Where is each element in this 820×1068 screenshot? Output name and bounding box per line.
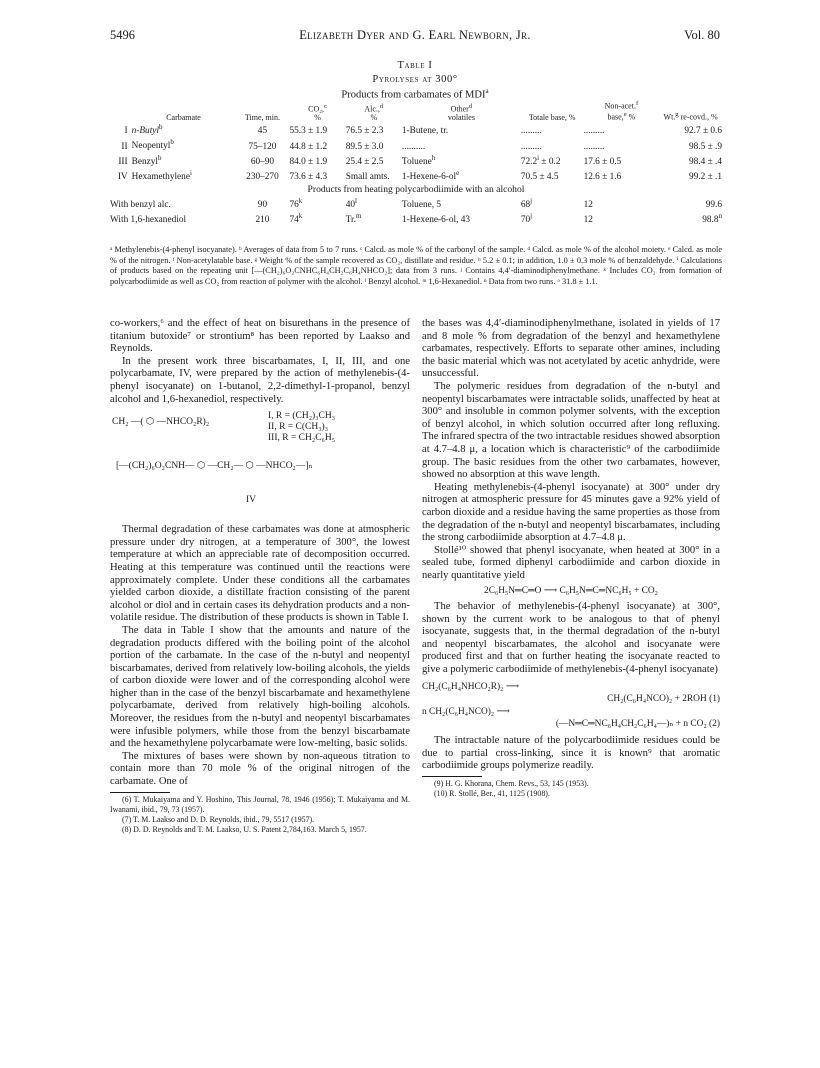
footnote-rule [110,792,170,793]
table-row: With 1,6-hexanediol 210 74$^k$ Tr.$^m$ 1-Hexene-6-ol, 43 70$^j$ 12 98.8$^n$ [110,211,722,225]
equation-1-lhs: CH₂(C₆H₄NHCO₂R)₂ ⟶ [422,681,520,692]
equation-2-lhs: n CH₂(C₆H₄NCO)₂ ⟶ [422,706,510,717]
page-number: 5496 [110,28,135,42]
paragraph: The behavior of methylenebis-(4-phenyl isocyanate) at 300°, shown by the current work to be analogous to that of phenyl isocyanate, suggests that, in the thermal degradation of the n-butyl and neopentyl biscarbamates, the alcohol and isocyanate were produced first and that on further heating the isocyanate reacted to give a polymeric carbodiimide of methylenebis-(4-phenyl isocyanate) [422,601,720,676]
paragraph: Stollé¹⁰ showed that phenyl isocyanate, when heated at 300° in a sealed tube, formed diphenyl carbodiimide and carbon dioxide in nearly quantitative yield [422,544,720,581]
table-title: Pyrolyses at 300° [372,74,458,85]
chemical-structures [110,410,410,522]
structure-polycarbamate: [—(CH₂)₆O₂CNH— ⬡ —CH₂— ⬡ —NHCO₂—]ₙ [116,461,313,472]
structure-r-group-3: III, R = CH₂C₆H₅ [268,433,336,444]
paragraph: In the present work three biscarbamates, I, II, III, and one polycarbamate, IV, were prepared by the action of methylenebis-(4-phenyl isocyanate) on 1-butanol, 2,2-dimethyl-1-propanol, benzyl alcohol and 1,6-hexanediol, respectively. [110,355,410,405]
col-nonacet: Non-acet.$^f$ base,$^e$ % [604,100,639,122]
reference: (10) R. Stollé, Ber., 41, 1125 (1908). [434,788,550,798]
col-total: Totale base, % [528,112,576,122]
table-section-row: Products from heating polycarbodiimide with an alcohol [307,183,525,195]
table-row: II Neopentyl$^b$ 75–120 44.8 ± 1.2 89.5 ± 3.0 .......... ......... ......... 98.5 ± .9 [121,138,722,152]
table-row: IV Hexamethylene$^i$ 230–270 73.6 ± 4.3 Small amts. $1-Hexene-6-ol^e$ 70.5 ± 4.5 12.6 ± 1.6 99.2 ± .1 [117,168,722,182]
paragraph: the bases was 4,4′-diaminodiphenylmethane, isolated in yields of 17 and 8 mole % from degradation of the benzyl and hexamethylene carbamates, respectively. Efforts to separate other amines, including the basic material which was not acetylated by acetic anhydride, were unsuccessful. [422,318,720,380]
equation-2-rhs: (—N═C═NC₆H₄CH₂C₆H₄—)ₙ + n CO₂ (2) [555,719,720,730]
table-row: III Benzyl$^b$ 60–90 84.0 ± 1.9 25.4 ± 2.5 Toluene$^h$ $72.2^i \pm 0.2$ 17.6 ± 0.5 98.4 ± .4 [118,153,722,167]
table-header-row [110,100,722,122]
table-label: Table I [397,60,433,71]
paragraph: The intractable nature of the polycarbodiimide residues could be due to partial cross-linking, since it is known⁹ that aromatic carbodiimide groups polymerize readily. [422,735,720,772]
structure-biscarbamate: CH₂ —( ⬡ —NHCO₂R)₂ [112,417,210,428]
reference: (6) T. Mukaiyama and Y. Hoshino, This Journal, 78, 1946 (1956); T. Mukaiyama and M. Iwanami, ibid., 79, 73 (1957). [110,794,410,814]
structure-r-group-1: I, R = (CH₂)₃CH₃ [268,411,336,422]
right-column [422,318,720,799]
structure-label: IV [246,495,257,506]
reference: (7) T. M. Laakso and D. D. Reynolds, ibid., 79, 5517 (1957). [122,814,315,824]
reference: (8) D. D. Reynolds and T. M. Laakso, U. S. Patent 2,784,163. March 5, 1957. [122,824,367,834]
paragraph: co-workers,⁶ and the effect of heat on bisurethans in the presence of titanium butoxide⁷ or strontium⁸ has been reported by Laakso and Reynolds. [110,318,410,355]
reference: (9) H. G. Khorana, Chem. Revs., 53, 145 (1953). [434,778,589,788]
running-title: Elizabeth Dyer and G. Earl Newborn, Jr. [299,28,531,42]
table-subtitle: Products from carbamates of MDI$^a$ [341,87,489,101]
paragraph: The data in Table I show that the amounts and nature of the degradation products differed with the boiling point of the alcohol portion of the carbamate. In the case of the n-butyl and neopentyl biscarbamates, derived from relatively low-boiling alcohols, the yields of carbon dioxide were lower and of the corresponding alcohol were higher than in the case of the benzyl biscarbamate and hexamethylene polycarbamate, derived from relatively high-boiling alcohols. Moreover, the residues from the n-butyl and neopentyl biscarbamates were infusible polymers, while those from the benzyl biscarbamate and the hexamethylene polycarbamate were low-melting, basic solids. [110,624,410,750]
col-alc: Alc.,$^d$ % [364,102,384,122]
paragraph: The polymeric residues from degradation of the n-butyl and neopentyl biscarbamates were intractable solids, unaffected by heat at 300° and insoluble in common polymer solvents, with the exception of benzyl alcohol, in which solution occurred after long refluxing. The infrared spectra of the two intractable residues showed absorption at 4.7–4.8 μ, a location which is characteristic⁹ of the carbodiimide group. The basic residues from the other two carbamates, however, showed no absorption at this wave length. [422,380,720,481]
pyrolysis-table [110,100,722,226]
equation: 2C₆H₅N═C═O ⟶ C₆H₅N═C═NC₆H₅ + CO₂ [484,586,658,597]
table-footnotes: ᵃ Methylenebis-(4-phenyl isocyanate). ᵇ Averages of data from 5 to 7 runs. ᶜ Calcd. as mole % of the carbonyl of the sample. ᵈ Calcd. as mole % of the alcohol moiety. ᵉ Calcd. as mole % of the nitrogen. ᶠ Non-acetylatable base. ᵍ Weight % of the sample recovered as CO₂, distillate and residue. ʰ 5.2 ± 0.1; in addition, 1.0 ± 0.3 mole % of benzaldehyde. ⁱ Calculations of products based on the repeating unit [—(CH₂)₆O₂CNHC₆H₄CH₂C₆H₄NHCO₂]; data from 3 runs. ʲ Contains 4,4′-diaminodiphenylmethane. ᵏ Includes CO₂ from formation of polycarbodiimide as well as CO₂ from reaction of polymer with the alcohol. ˡ Benzyl alcohol. ᵐ 1,6-Hexanediol. ⁿ Data from two runs. ᵒ 31.8 ± 1.1. [110,245,722,286]
equation-1-rhs: CH₂(C₆H₄NCO)₂ + 2ROH (1) [607,694,720,705]
structure-r-group-2: II, R = C(CH₃)₃ [268,422,329,433]
left-column [110,318,410,835]
paragraph: Thermal degradation of these carbamates was done at atmospheric pressure under dry nitrogen, at a temperature of 300°, the lowest temperature at which an appreciable rate of decomposition occurred. Heating at this temperature was continued until the reactions were approximately complete. Under these conditions all the carbamates yielded carbon dioxide, a distillate fraction consisting of the parent alcohol or diol and in certain cases its dehydration products and a non-volatile residue. The distribution of these products is shown in Table I. [110,524,410,624]
col-carbamate: Carbamate [166,112,201,122]
volume-label: Vol. 80 [684,28,720,42]
paragraph: The mixtures of bases were shown by non-aqueous titration to contain more than 70 mole % of the original nitrogen of the carbamate. One of [110,750,410,788]
table-row: I n-Butyl$^b$ 45 55.3 ± 1.9 76.5 ± 2.3 1-Butene, tr. ......... ......... 92.7 ± 0.6 [124,123,722,137]
paragraph: Heating methylenebis-(4-phenyl isocyanate) at 300° under dry nitrogen at atmospheric pressure for 45 minutes gave a 92% yield of carbon dioxide and a residue having the same properties as those from the degradation of the n-butyl and neopentyl biscarbamates, including the strong carbodiimide absorption at 4.7–4.8 μ. [422,481,721,544]
col-time: Time, min. [244,112,280,122]
footnote-rule [422,776,482,777]
col-weight: Wt.$^g$ re-covd., % [663,111,718,122]
page-header [110,28,720,44]
col-other: Other$^d$ volatiles [447,102,475,122]
table-row: With benzyl alc. 90 76$^k$ 40$^l$ Toluene, 5 68$^j$ 12 99.6 [110,196,722,210]
col-co2: CO₂,$^c$ % [308,102,328,122]
